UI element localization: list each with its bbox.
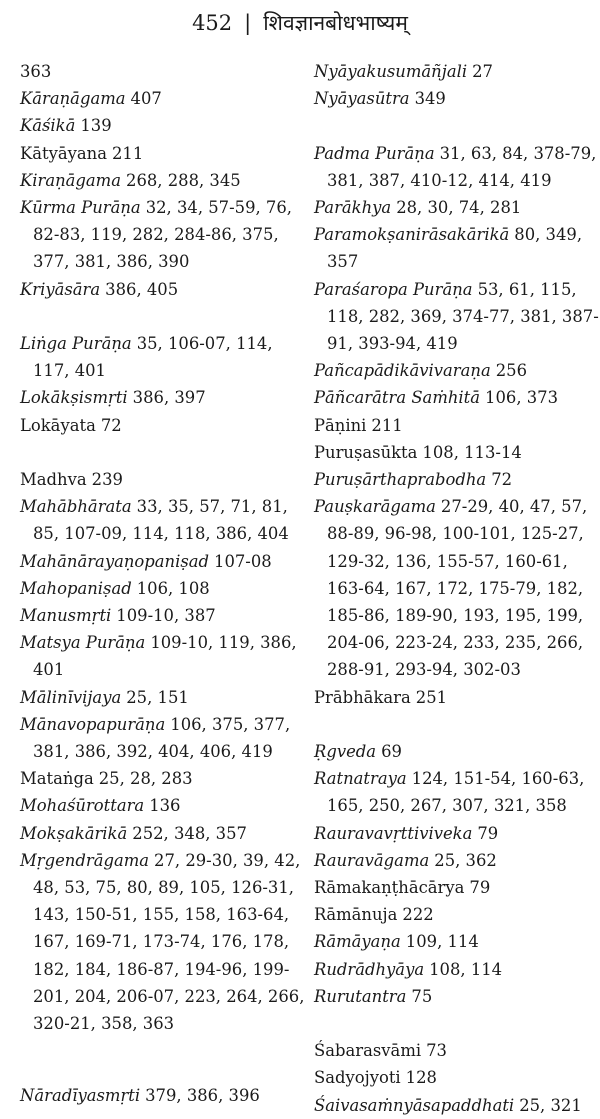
index-pages: 25, 362 (434, 850, 497, 870)
index-pages: 33, 35, 57, 71, 81, 85, 107-09, 114, 118, 386, 404 (33, 497, 289, 544)
index-entry (20, 847, 305, 1037)
index-term: Mataṅga (20, 769, 94, 789)
index-term: Sadyojyoti (314, 1068, 401, 1088)
index-pages: 256 (495, 361, 528, 381)
index-entry (20, 276, 305, 303)
index-pages: 386, 397 (132, 388, 206, 408)
index-entry (20, 330, 305, 384)
page-header (0, 8, 600, 38)
index-pages: 73 (426, 1041, 447, 1061)
index-pages: 25, 151 (126, 687, 189, 707)
index-term: Pañcapādikāvivaraṇa (314, 361, 491, 381)
index-entry (20, 1082, 305, 1109)
index-pages: 79 (477, 823, 499, 843)
index-pages: 211 (112, 143, 144, 163)
index-pages: 72 (100, 415, 122, 435)
index-term: Prābhākara (314, 687, 411, 707)
index-term: Matsya Purāṇa (20, 633, 146, 653)
index-entry (314, 221, 599, 275)
entry-gap (20, 1037, 305, 1082)
index-pages: 222 (402, 905, 434, 925)
index-pages: 106, 373 (485, 388, 559, 408)
index-pages: 79 (469, 878, 491, 898)
index-entry (20, 140, 305, 167)
index-entry (20, 684, 305, 711)
index-column-right (314, 58, 599, 1119)
index-entry (20, 466, 305, 493)
index-term: Mṛgendrāgama (20, 850, 150, 870)
index-pages: 363 (20, 62, 52, 81)
index-entry (20, 167, 305, 194)
index-pages: 69 (381, 742, 402, 762)
index-entry (20, 711, 305, 765)
index-entry (314, 1092, 599, 1119)
index-term: Rāmānuja (314, 905, 398, 925)
index-pages: 106, 375, 377, 381, 386, 392, 404, 406, 419 (33, 714, 291, 762)
index-term: Nyāyasūtra (314, 89, 410, 109)
index-term: Lokākṣismṛti (20, 388, 128, 408)
index-term: Lokāyata (20, 415, 96, 435)
index-entry (314, 85, 599, 112)
index-entry (314, 439, 599, 466)
index-term: Pāñcarātra Saṁhitā (314, 388, 481, 408)
index-entry (20, 85, 305, 112)
index-term: Manusmṛti (20, 606, 112, 626)
index-pages: 124, 151-54, 160-63, 165, 250, 267, 307, 321, 358 (327, 769, 585, 816)
index-pages: 27-29, 40, 47, 57, 88-89, 96-98, 100-101, 125-27, 129-32, 136, 155-57, 160-61, 163-64, 167, 172, 175-79, 182, 185-86, 189-90, 193, 195, 199, 204-06, 223-24, 233, 235, 266, 288-91, 293-94, 302-03 (327, 497, 588, 680)
index-term: Ratnatraya (314, 769, 407, 789)
index-entry (314, 466, 599, 493)
index-entry (314, 412, 599, 439)
index-pages: 109-10, 387 (116, 606, 216, 626)
index-pages: 139 (80, 116, 112, 136)
header-separator: | (244, 11, 252, 35)
index-entry (314, 384, 599, 411)
index-entry (20, 548, 305, 575)
index-term: Madhva (20, 470, 87, 490)
index-entry (314, 684, 599, 711)
index-term: Mohaśūrottara (20, 796, 145, 816)
index-entry (20, 792, 305, 819)
index-entry (314, 357, 599, 384)
index-entry (314, 983, 599, 1010)
index-entry (314, 765, 599, 819)
entry-gap (20, 303, 305, 330)
index-entry (20, 765, 305, 792)
index-entry (20, 575, 305, 602)
index-term: Paramokṣanirāsakārikā (314, 225, 510, 245)
index-term: Liṅga Purāṇa (20, 334, 132, 354)
index-pages: 349 (414, 89, 446, 109)
index-entry (314, 1037, 599, 1064)
index-pages: 31, 63, 84, 378-79, 381, 387, 410-12, 414, 419 (327, 143, 597, 190)
index-entry (314, 956, 599, 983)
index-pages: 80, 349, 357 (327, 225, 583, 272)
index-term: Rāmakaṇṭhācārya (314, 878, 465, 898)
index-term: Mahānārayaṇopaniṣad (20, 551, 210, 571)
index-pages: 27 (472, 62, 493, 81)
index-term: Kriyāsāra (20, 279, 101, 299)
index-entry (314, 738, 599, 765)
index-term: Kiraṇāgama (20, 170, 122, 190)
index-term: Nāradīyasmṛti (20, 1086, 141, 1106)
index-pages: 27, 29-30, 39, 42, 48, 53, 75, 80, 89, 105, 126-31, 143, 150-51, 155, 158, 163-64, 167, 169-71, 173-74, 176, 178, 182, 184, 186-87, 194-96, 199-201, 204, 206-07, 223, 264, 266, 320-21, 358, 363 (33, 850, 305, 1034)
index-entry (314, 140, 599, 194)
index-term: Paraśaropa Purāṇa (314, 279, 473, 299)
index-entry (20, 412, 305, 439)
index-term: Kāśikā (20, 116, 76, 136)
index-pages: 108, 114 (429, 959, 503, 979)
index-entry (20, 194, 305, 276)
index-entry (314, 820, 599, 847)
index-pages: 106, 108 (136, 578, 210, 598)
entry-gap (20, 439, 305, 466)
index-entry (314, 901, 599, 928)
index-term: Kūrma Purāṇa (20, 198, 141, 218)
index-term: Kāraṇāgama (20, 89, 126, 109)
index-entry (314, 276, 599, 358)
index-term: Parākhya (314, 198, 392, 217)
index-term: Mālinīvijaya (20, 687, 122, 707)
index-pages: 109-10, 119, 386, 401 (33, 633, 297, 680)
index-term: Padma Purāṇa (314, 143, 435, 163)
index-entry (20, 820, 305, 847)
index-pages: 53, 61, 115, 118, 282, 369, 374-77, 381, 387-91, 393-94, 419 (327, 279, 599, 354)
index-entry (20, 112, 305, 139)
index-entry (20, 602, 305, 629)
entry-gap (314, 711, 599, 738)
index-term: Mahābhārata (20, 497, 132, 517)
index-entry (314, 874, 599, 901)
index-pages: 25, 28, 283 (98, 769, 193, 789)
index-pages: 251 (415, 687, 448, 707)
index-pages: 75 (411, 986, 433, 1006)
index-term: Śabarasvāmi (314, 1041, 422, 1061)
index-entry (314, 194, 599, 221)
index-term: Puruṣārthaprabodha (314, 470, 487, 490)
index-term: Ṛgveda (314, 742, 377, 762)
index-pages: 28, 30, 74, 281 (396, 198, 522, 217)
entry-gap (314, 1010, 599, 1037)
index-pages: 108, 113-14 (422, 442, 522, 462)
index-pages: 252, 348, 357 (132, 823, 247, 843)
index-term: Kātyāyana (20, 143, 107, 163)
index-term: Rāmāyaṇa (314, 932, 401, 952)
index-pages: 109, 114 (405, 932, 479, 952)
index-entry (314, 847, 599, 874)
index-column-left (20, 58, 305, 1109)
index-term: Rurutantra (314, 986, 407, 1006)
index-pages: 128 (405, 1068, 437, 1088)
index-entry (314, 928, 599, 955)
index-term: Puruṣasūkta (314, 442, 418, 462)
index-entry (20, 493, 305, 547)
index-pages: 107-08 (214, 551, 272, 571)
index-pages: 379, 386, 396 (145, 1086, 260, 1106)
index-pages: 268, 288, 345 (126, 170, 241, 190)
index-pages: 211 (371, 415, 403, 435)
index-pages: 239 (91, 470, 123, 490)
index-term: Pauṣkarāgama (314, 497, 436, 517)
index-term: Mahopaniṣad (20, 578, 132, 598)
index-entry (20, 58, 305, 85)
index-pages: 72 (491, 470, 513, 490)
index-term: Pāṇini (314, 415, 367, 435)
index-pages: 32, 34, 57-59, 76, 82-83, 119, 282, 284-86, 375, 377, 381, 386, 390 (33, 198, 292, 272)
index-entry (20, 629, 305, 683)
index-term: Mokṣakārikā (20, 823, 128, 843)
index-term: Mānavopapurāṇa (20, 714, 166, 734)
index-entry (314, 1064, 599, 1091)
entry-gap (314, 112, 599, 139)
index-term: Rauravāgama (314, 850, 430, 870)
index-pages: 136 (149, 796, 181, 816)
index-pages: 25, 321 (519, 1095, 582, 1115)
index-pages: 35, 106-07, 114, 117, 401 (33, 334, 273, 381)
index-term: Śaivasaṁnyāsapaddhati (314, 1095, 515, 1115)
index-term: Rudrādhyāya (314, 959, 425, 979)
index-entry (314, 58, 599, 85)
book-title: शिवज्ञानबोधभाष्यम् (263, 11, 408, 35)
index-entry (314, 493, 599, 683)
page-number: 452 (192, 11, 233, 35)
index-pages: 407 (130, 89, 162, 109)
index-term: Nyāyakusumāñjali (314, 62, 468, 81)
index-term: Rauravavṛttiviveka (314, 823, 473, 843)
index-entry (20, 384, 305, 411)
index-pages: 386, 405 (105, 279, 179, 299)
